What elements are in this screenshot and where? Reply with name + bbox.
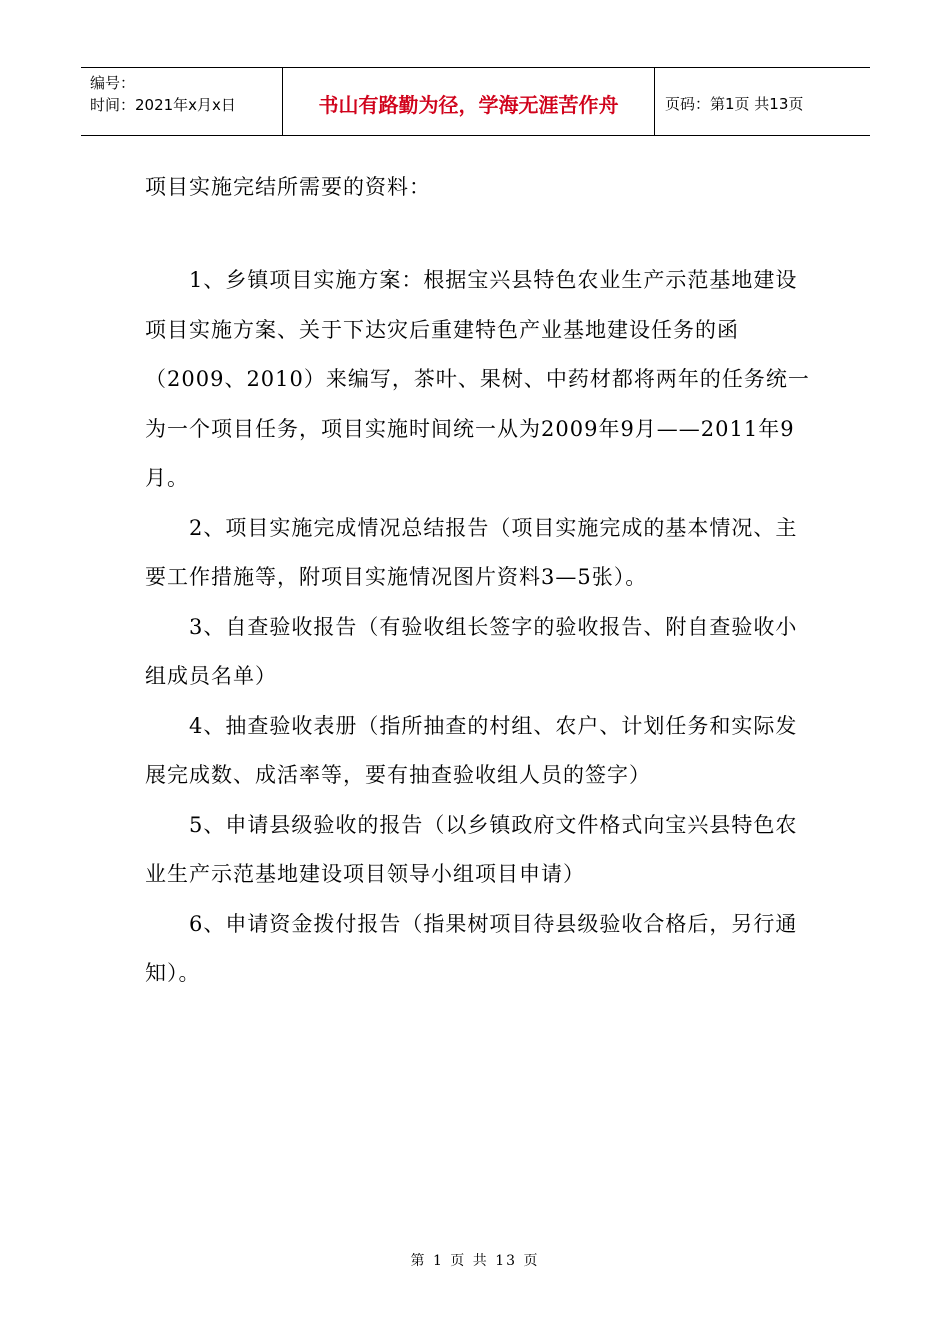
number-label: 编号：: [90, 74, 136, 92]
document-body: [145, 165, 810, 999]
page-footer: 第 1 页 共 13 页: [410, 1253, 540, 1269]
header-motto: 书山有路勤为径，学海无涯苦作舟: [283, 68, 655, 135]
header-page-code: 页码：第1页 共13页: [665, 95, 804, 113]
page-header: [81, 67, 870, 136]
list-item: 6、申请资金拨付报告（指果树项目待县级验收合格后，另行通知）。: [145, 911, 798, 985]
list-item: 4、抽查验收表册（指所抽查的村组、农户、计划任务和实际发展完成数、成活率等，要有抽查验收组人员的签字）: [145, 713, 798, 787]
list-item: 1、乡镇项目实施方案：根据宝兴县特色农业生产示范基地建设项目实施方案、关于下达灾后重建特色产业基地建设任务的函（2009、2010）来编写，茶叶、果树、中药材都将两年的任务统一为一个项目任务，项目实施时间统一从为2009年9月——2011年9月。: [145, 268, 810, 490]
list-item: 2、项目实施完成情况总结报告（项目实施完成的基本情况、主要工作措施等，附项目实施情况图片资料3—5张）。: [145, 515, 798, 589]
list-item: 5、申请县级验收的报告（以乡镇政府文件格式向宝兴县特色农业生产示范基地建设项目领导小组项目申请）: [145, 812, 798, 886]
intro-line: 项目实施完结所需要的资料：: [145, 175, 431, 199]
list-item: 3、自查验收报告（有验收组长签字的验收报告、附自查验收小组成员名单）: [145, 614, 798, 688]
header-meta: [81, 68, 283, 135]
date-label: 时间：2021年x月x日: [90, 96, 236, 114]
